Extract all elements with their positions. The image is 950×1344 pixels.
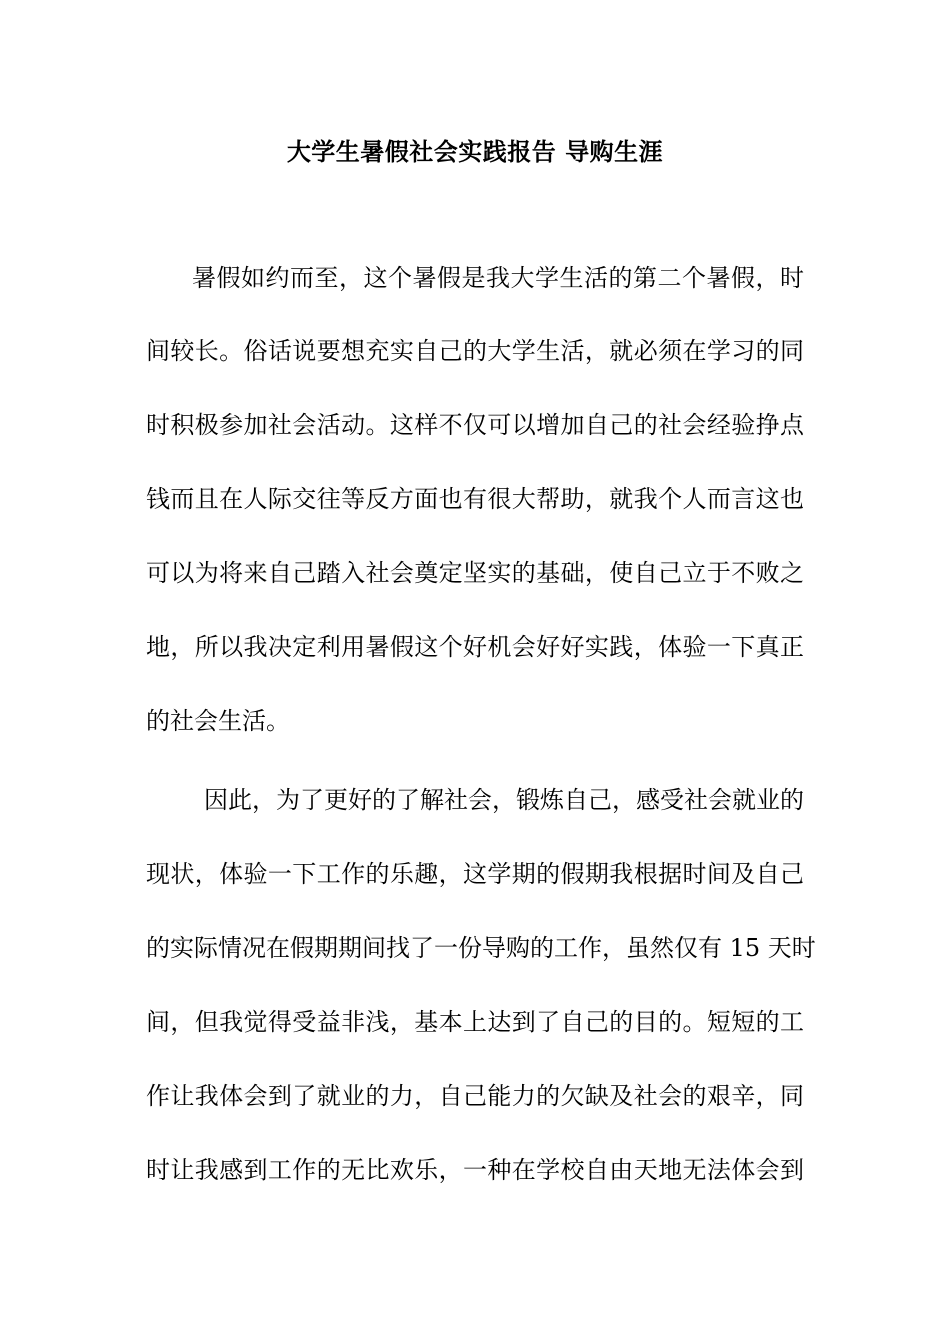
paragraph-1-line-2: 间较长。俗话说要想充实自己的大学生活，就必须在学习的同 (146, 337, 804, 365)
paragraph-2-line-1: 因此，为了更好的了解社会，锻炼自己，感受社会就业的 (204, 786, 804, 814)
paragraph-2-line-4: 间，但我觉得受益非浅，基本上达到了自己的目的。短短的工 (146, 1008, 804, 1036)
paragraph-1-line-4: 钱而且在人际交往等反方面也有很大帮助，就我个人而言这也 (146, 485, 804, 513)
document-title: 大学生暑假社会实践报告 导购生涯 (286, 137, 664, 166)
paragraph-1-line-5: 可以为将来自己踏入社会奠定坚实的基础，使自己立于不败之 (146, 559, 804, 587)
paragraph-1-line-7: 的社会生活。 (146, 707, 290, 735)
paragraph-2-line-2: 现状，体验一下工作的乐趣，这学期的假期我根据时间及自己 (146, 860, 804, 888)
paragraph-1-line-1: 暑假如约而至，这个暑假是我大学生活的第二个暑假，时 (192, 264, 804, 292)
paragraph-2-line-6: 时让我感到工作的无比欢乐，一种在学校自由天地无法体会到 (146, 1156, 804, 1184)
paragraph-1-line-3: 时积极参加社会活动。这样不仅可以增加自己的社会经验挣点 (146, 411, 804, 439)
paragraph-2-line-5: 作让我体会到了就业的力，自己能力的欠缺及社会的艰辛，同 (146, 1082, 804, 1110)
paragraph-2-line-3: 的实际情况在假期期间找了一份导购的工作，虽然仅有 15 天时 (146, 934, 816, 962)
paragraph-1-line-6: 地，所以我决定利用暑假这个好机会好好实践，体验一下真正 (146, 633, 804, 661)
